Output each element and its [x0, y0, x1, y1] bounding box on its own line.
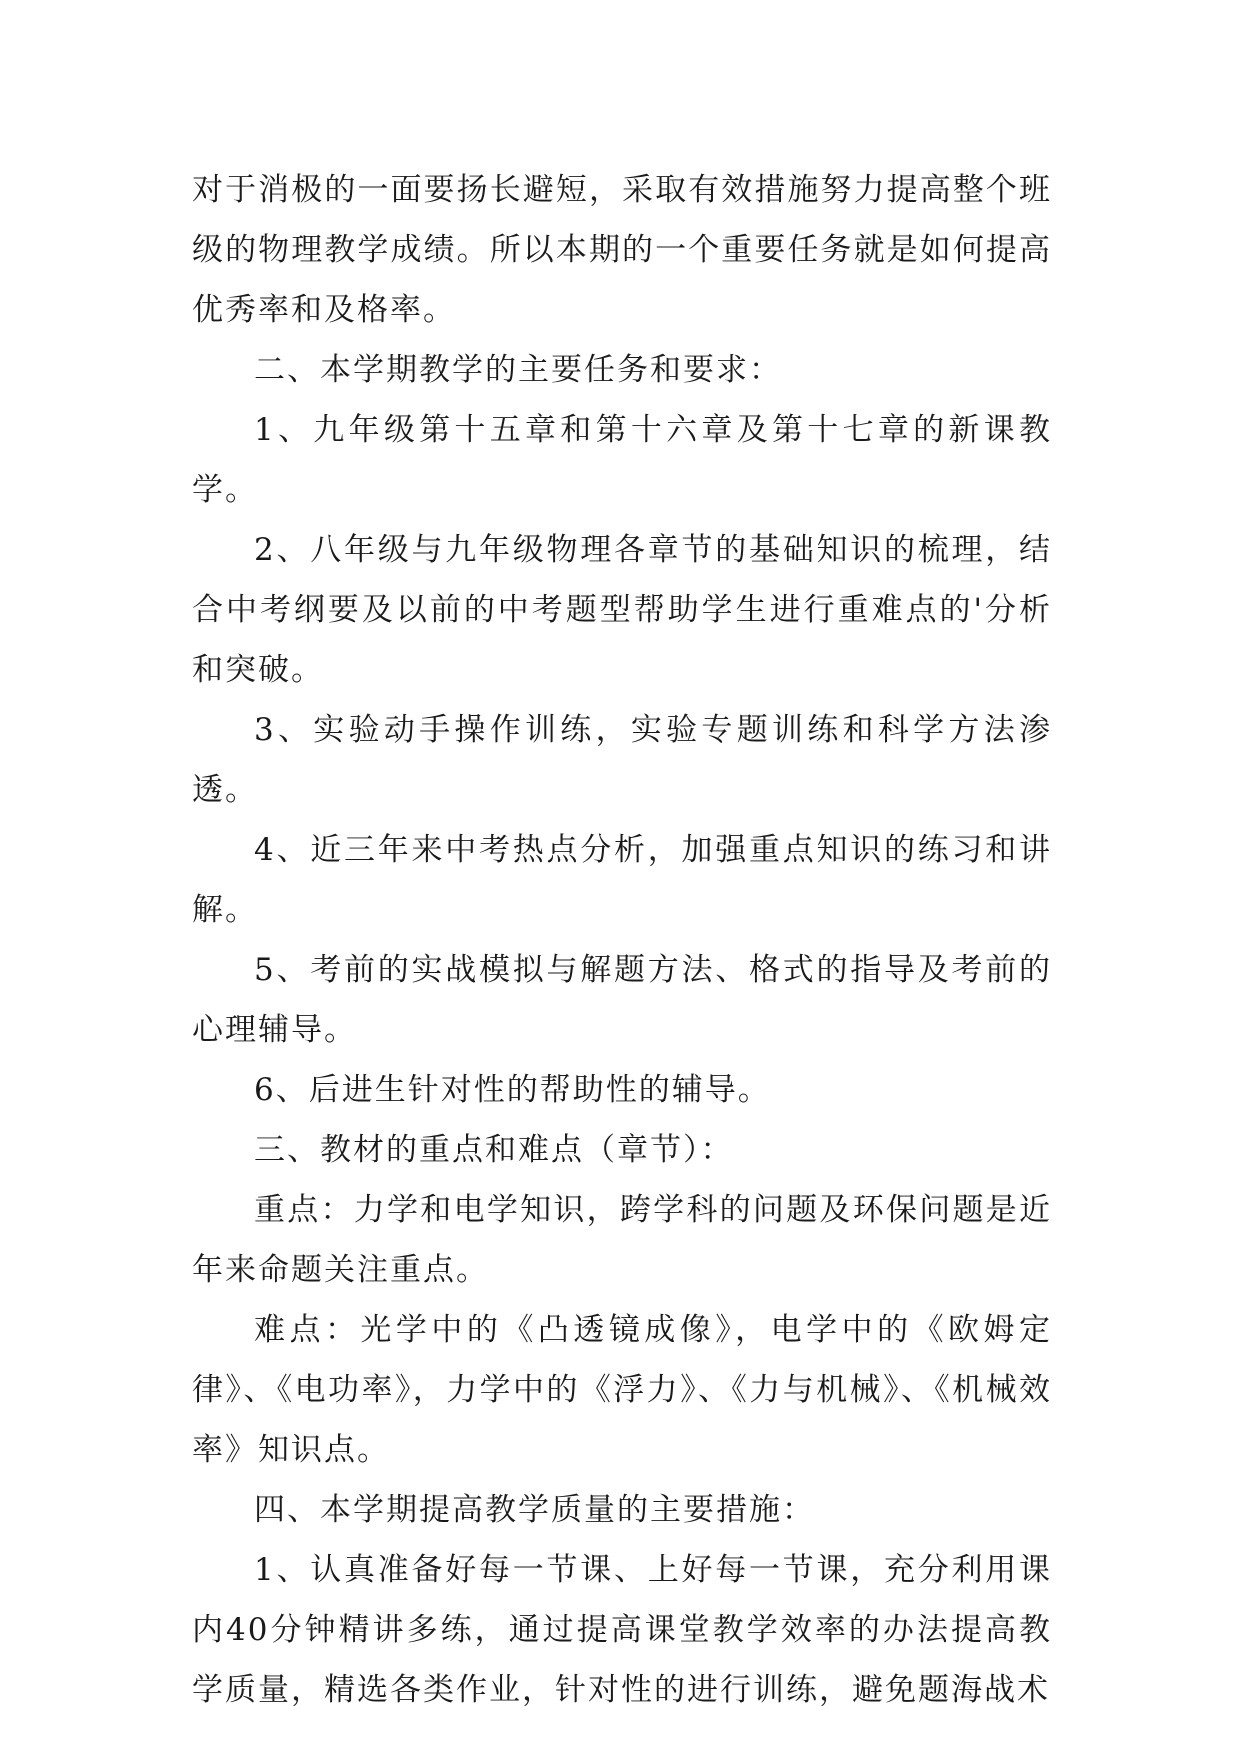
list-item: 2、八年级与九年级物理各章节的基础知识的梳理，结合中考纲要及以前的中考题型帮助学生进行重难点的'分析和突破。	[192, 532, 1052, 688]
list-item: 6、后进生针对性的帮助性的辅导。	[254, 1072, 771, 1108]
section-heading: 三、教材的重点和难点（章节）：	[254, 1132, 734, 1168]
section-heading: 四、本学期提高教学质量的主要措施：	[254, 1492, 815, 1528]
paragraph: 对于消极的一面要扬长避短，采取有效措施努力提高整个班级的物理教学成绩。所以本期的一个重要任务就是如何提高优秀率和及格率。	[192, 172, 1052, 328]
list-item: 4、近三年来中考热点分析，加强重点知识的练习和讲解。	[192, 832, 1052, 928]
paragraph: 重点：力学和电学知识，跨学科的问题及环保问题是近年来命题关注重点。	[192, 1192, 1052, 1288]
document-body	[192, 160, 1052, 1720]
list-item: 5、考前的实战模拟与解题方法、格式的指导及考前的心理辅导。	[192, 952, 1052, 1048]
paragraph: 难点：光学中的《凸透镜成像》，电学中的《欧姆定律》、《电功率》，力学中的《浮力》、《力与机械》、《机械效率》知识点。	[192, 1312, 1052, 1468]
list-item: 1、九年级第十五章和第十六章及第十七章的新课教学。	[192, 412, 1052, 508]
section-heading: 二、本学期教学的主要任务和要求：	[254, 352, 782, 388]
list-item: 1、认真准备好每一节课、上好每一节课，充分利用课内40分钟精讲多练，通过提高课堂教学效率的办法提高教学质量，精选各类作业，针对性的进行训练，避免题海战术	[192, 1552, 1052, 1708]
list-item: 3、实验动手操作训练，实验专题训练和科学方法渗透。	[192, 712, 1052, 808]
